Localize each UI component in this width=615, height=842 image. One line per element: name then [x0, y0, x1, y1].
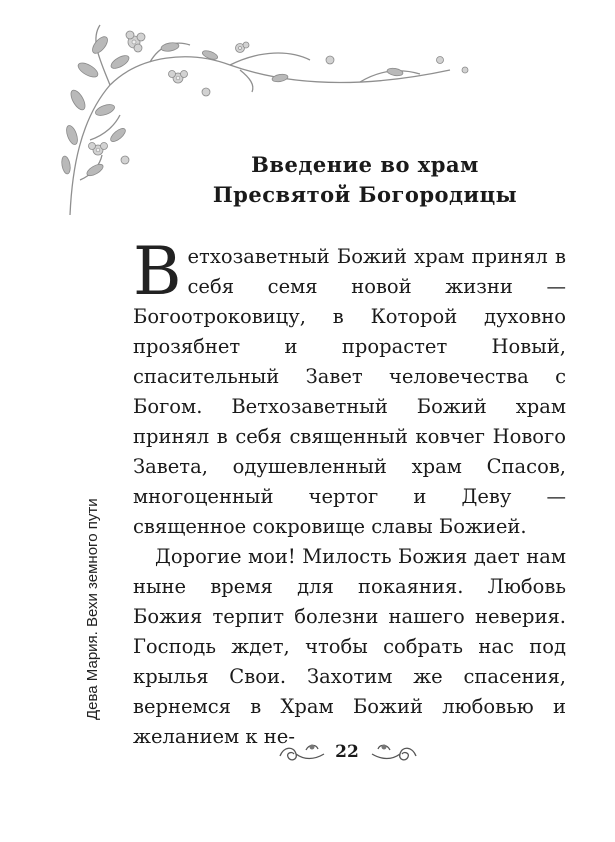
page-footer: [270, 738, 420, 768]
paragraph-2-text: Дорогие мои! Милость Божия дает нам ныне время для покаяния. Любовь Божия терпит болезни нашего неверия. Господь ждет, чтобы собрать нас под крылья Свои. Захотим же спасения, вернемся в Храм Божий любовью и желанием к не-: [133, 545, 566, 748]
chapter-title-line-2: Пресвятой Богородицы: [212, 182, 518, 207]
right-swirl-icon: [368, 740, 420, 766]
drop-cap: В: [133, 233, 182, 310]
body-text: [133, 233, 566, 752]
chapter-title: [200, 150, 530, 210]
paragraph-2: [133, 542, 566, 752]
running-side-caption: Дева Мария. Вехи земного пути: [84, 498, 101, 720]
left-swirl-icon: [276, 740, 328, 766]
chapter-title-line-1: Введение во храм: [251, 152, 479, 177]
paragraph-1-text: етхозаветный Божий храм принял в себя семя новой жизни — Богоотроковицу, в Которой духовно прозябнет и прорастет Новый, спасительный Завет человечества с Богом. Ветхозаветный Божий храм принял в себя священный ковчег Нового Завета, одушевленный храм Спасов, многоценный чертог и Деву — священное сокровище славы Божией.: [133, 245, 566, 538]
paragraph-1: [133, 233, 566, 542]
page-number: 22: [335, 742, 359, 762]
